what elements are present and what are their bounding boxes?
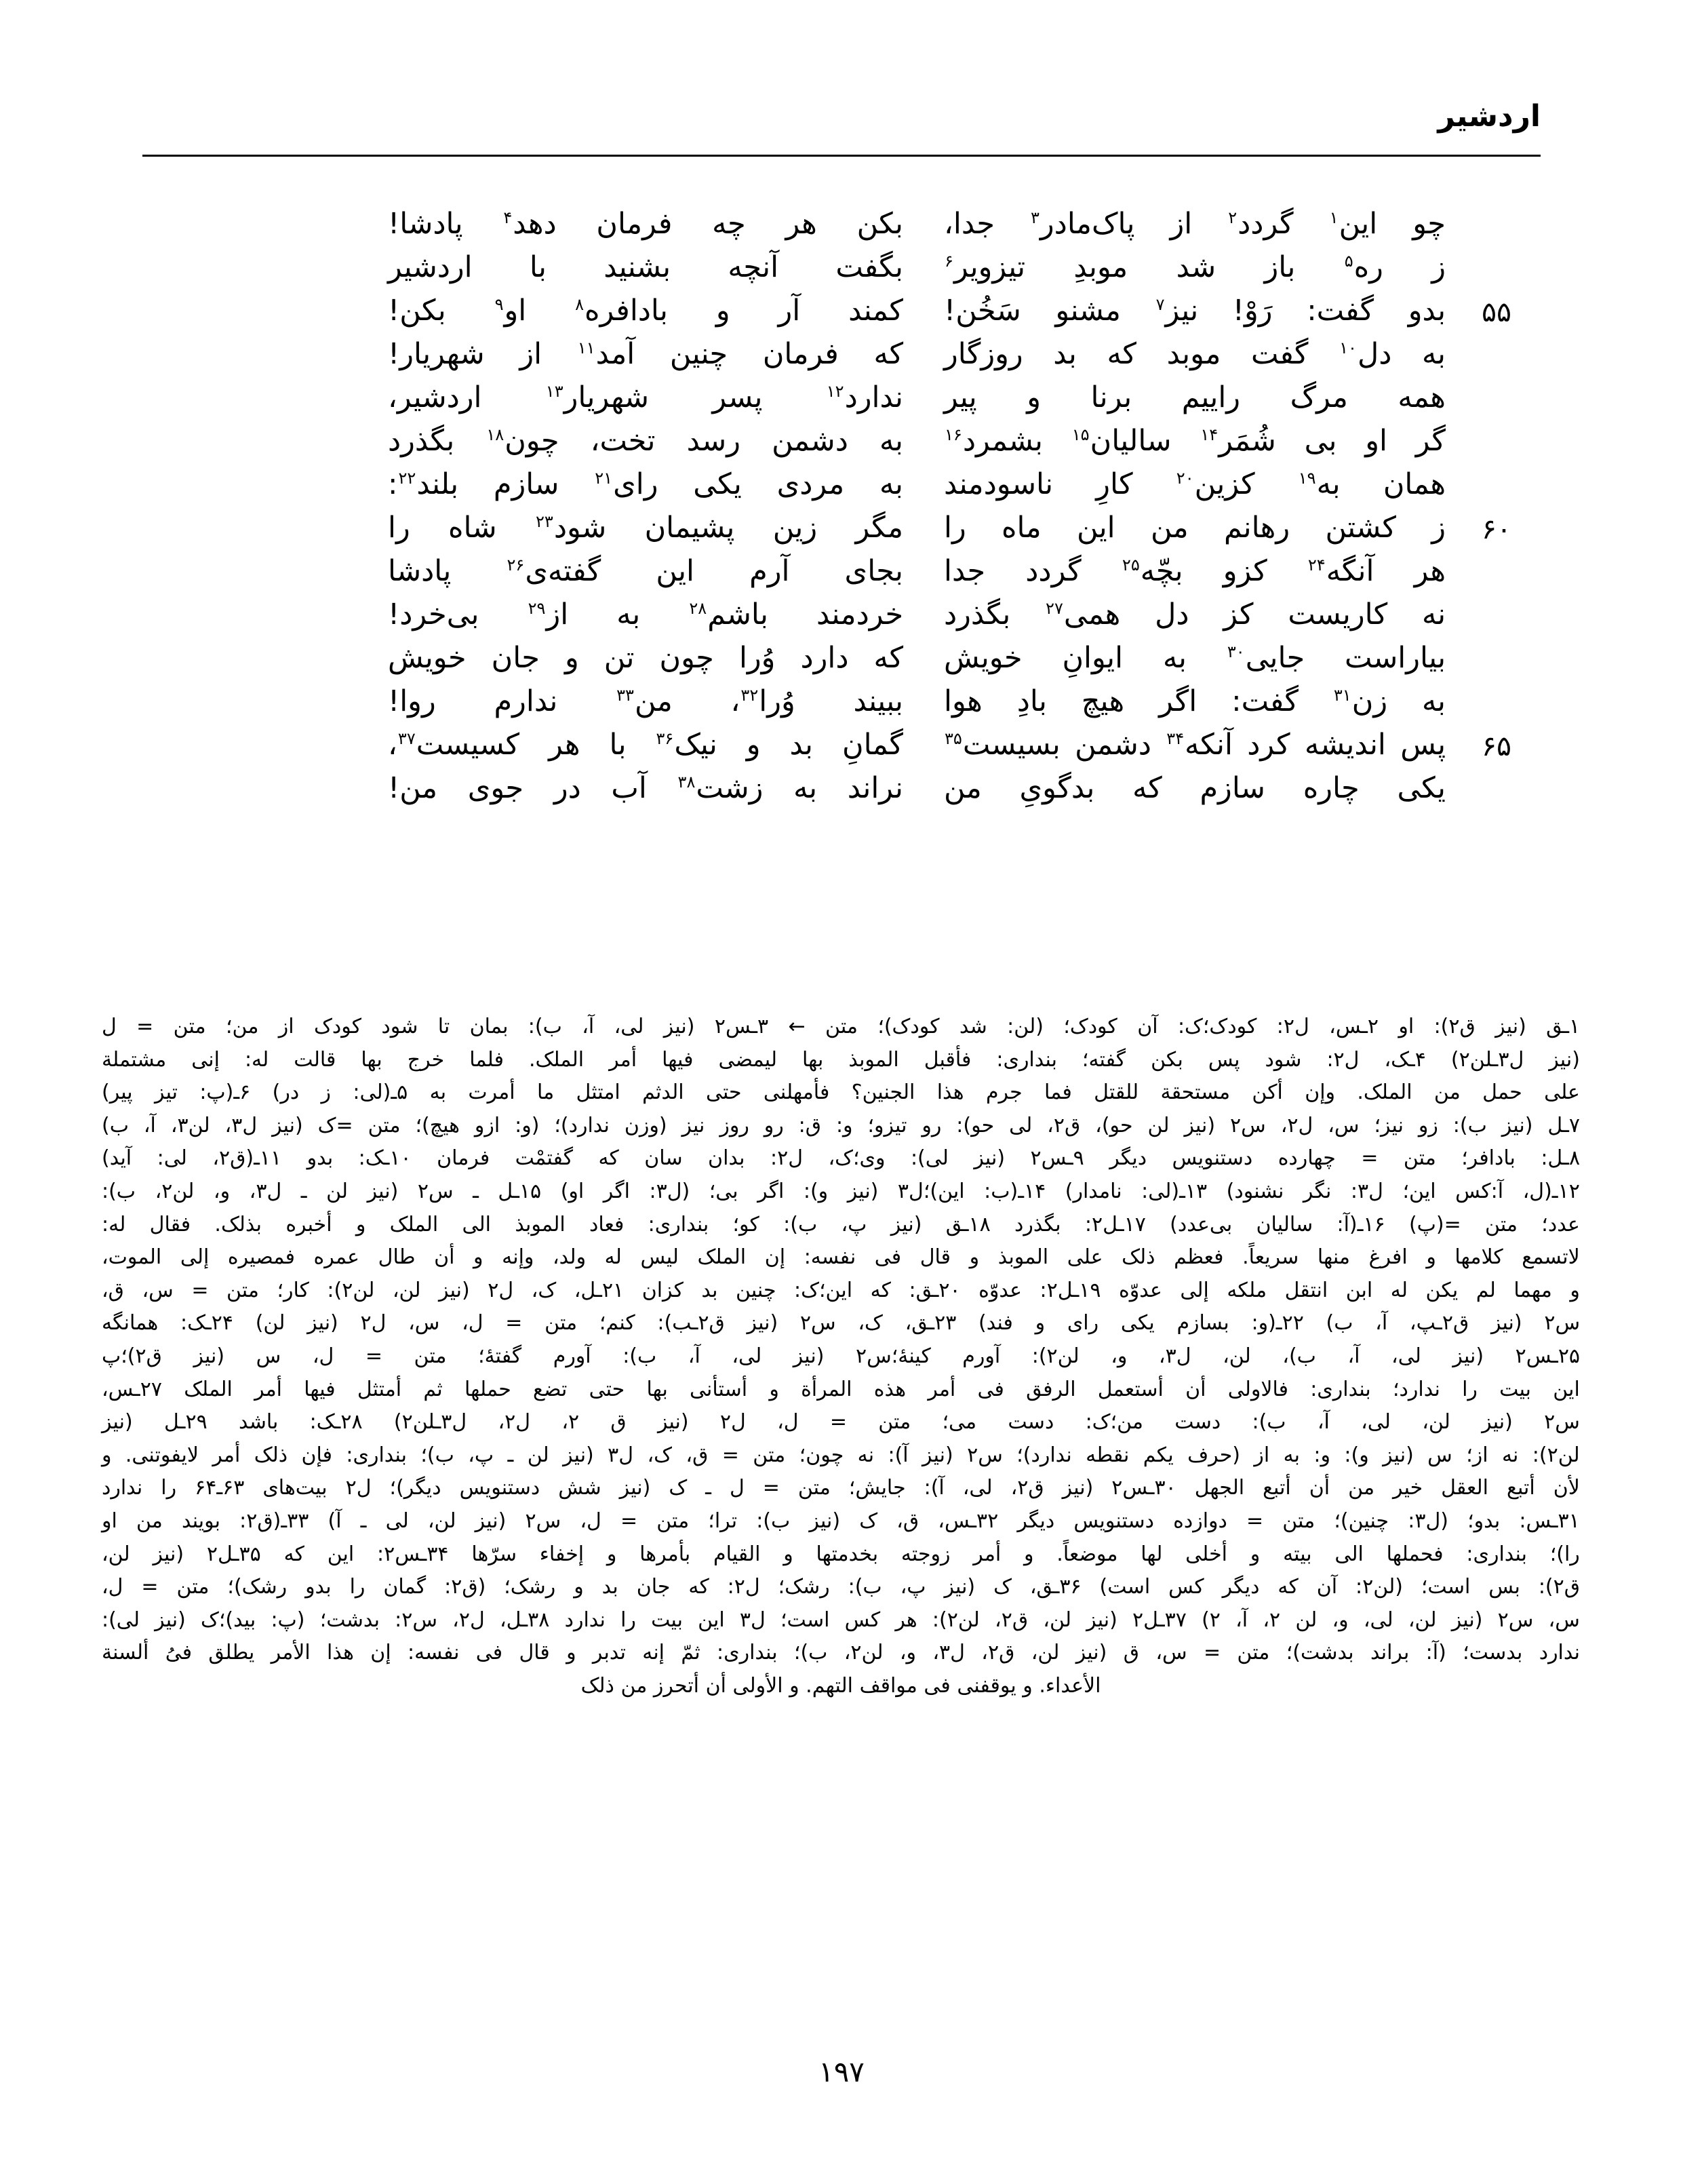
hemistich-left: نراند به زشت$^{۳۸}$ آب در جوی من! bbox=[388, 771, 903, 805]
verse-line bbox=[136, 507, 1547, 551]
hemistich-right: یکی چاره سازم که بدگویِ من bbox=[944, 771, 1446, 805]
hemistich-left: ندارد$^{۱۲}$ پسر شهریار$^{۱۳}$ اردشیر، bbox=[388, 381, 904, 414]
hemistich-right: همان به$^{۱۹}$ کزین$^{۲۰}$ کارِ ناسودمند bbox=[944, 467, 1446, 501]
hemistich-left: که دارد وُرا چون تن و جان خویش bbox=[388, 641, 904, 675]
hemistich-left: ببیند وُرا$^{۳۲}$، من$^{۳۳}$ ندارم روا! bbox=[388, 684, 904, 718]
apparatus-line: الأعداء. و یوقفنی فی مواقف التهم. و الأولی أن أتحرز من ذلک bbox=[580, 1673, 1101, 1698]
verse-line bbox=[136, 421, 1547, 464]
verse-number: ۶۰ bbox=[1481, 513, 1512, 545]
hemistich-left: به دشمن رسد تخت، چون$^{۱۸}$ بگذرد bbox=[388, 424, 904, 458]
hemistich-right: چو این$^۱$ گردد$^۲$ از پاک‌مادر$^۳$ جدا، bbox=[944, 207, 1446, 241]
apparatus-line: ندارد بدست؛ (آ: براند بدشت)؛ متن = س، ق (نیز لن، ق۲، ل۳، و، لن۲، ب)؛ بنداری: ثمّ إنه تدبر و قال فی نفسه: إن هذا الأمر یطلق فیُ ألسنة bbox=[102, 1641, 1580, 1665]
apparatus-line: لأن أتبع العقل خیر من أن أتبع الجهل ۳۰ـس۲ (نیز ق۲، لی، آ): جایش؛ متن = ل ـ ک (نیز شش دستنویس دیگر)؛ ل۲ بیت‌های ۶۳ـ۶۴ را ندارد bbox=[102, 1476, 1580, 1500]
running-header bbox=[142, 99, 1541, 176]
verse-number bbox=[1446, 681, 1547, 686]
hemistich-left: مگر زین پشیمان شود$^{۲۳}$ شاه را bbox=[388, 511, 903, 545]
verse-number bbox=[1446, 551, 1547, 556]
verse-line bbox=[136, 594, 1547, 638]
hemistich-right: بدو گفت: رَوْ! نیز$^۷$ مشنو سَخُن! bbox=[944, 294, 1446, 328]
verse-line bbox=[136, 334, 1547, 377]
verse-number bbox=[1446, 247, 1547, 252]
hemistich-right: نه کاریست کز دل همی$^{۲۷}$ بگذرد bbox=[944, 598, 1446, 631]
verse-number: ۵۵ bbox=[1481, 296, 1512, 328]
folio-number: ۱۹۷ bbox=[818, 2055, 865, 2088]
hemistich-left: بجای آرم این گفته‌ی$^{۲۶}$ پادشا bbox=[388, 554, 904, 588]
page-title: اردشیر bbox=[1438, 99, 1541, 134]
hemistich-right: هر آنگه$^{۲۴}$ کزو بچّه$^{۲۵}$ گردد جدا bbox=[944, 554, 1446, 588]
hemistich-left: بگفت آنچه بشنید با اردشیر bbox=[388, 250, 904, 284]
apparatus-line: را)؛ بنداری: فحملها الی بیته و أخلی لها موضعاً. و أمر زوجته بخدمتها و القیام بأمرها و إخفاء سرّها ۳۴ـس۲: این که ۳۵ـل۲ (نیز لن، bbox=[102, 1542, 1580, 1566]
verse-number bbox=[1446, 203, 1547, 209]
apparatus-line: لاتسمع کلامها و افرغ منها سریعاً. فعظم ذلک علی الموبذ و قال فی نفسه: إن الملک لیس له ولد، وإنه و أن طال عمره فمصیره إلی الموت، bbox=[102, 1245, 1580, 1270]
hemistich-left: کمند آر و بادافره$^۸$ او$^۹$ بکن! bbox=[388, 294, 904, 328]
verse-number: ۶۵ bbox=[1481, 730, 1512, 762]
apparatus-line: ۷ـل (نیز ب): زو نیز؛ س، ل۲، س۲ (نیز لن حو)، ق۲، لی حو): رو تیزو؛ و: ق: رو روز نیز (وزن ندارد)؛ (و: ازو هیچ)؛ متن =ک (نیز ل۳، لن۳، آ، ب) bbox=[102, 1113, 1581, 1137]
hemistich-left: بکن هر چه فرمان دهد$^۴$ پادشا! bbox=[388, 207, 904, 241]
hemistich-right: ز ره$^۵$ باز شد موبدِ تیزویر$^۶$ bbox=[945, 250, 1446, 284]
hemistich-right: ز کشتن رهانم من این ماه را bbox=[944, 511, 1446, 545]
verse-number bbox=[1446, 638, 1547, 643]
hemistich-right: گر او بی شُمَر$^{۱۴}$ سالیان$^{۱۵}$ بشمرد$^{۱۶}$ bbox=[945, 424, 1446, 458]
critical-apparatus bbox=[102, 1011, 1580, 1702]
apparatus-line: علی حمل من الملک. وإن أکن مستحقة للقتل فما جرم هذا الجنین؟ فأمهلنی حتی الدثم امتثل ما أمرت به ۵ـ(لی: ز در) ۶ـ(پ: تیز پیر) bbox=[102, 1080, 1580, 1105]
apparatus-line: عدد؛ متن =(پ) ۱۶ـ(آ: سالیان بی‌عدد) ۱۷ـل۲: بگذرد ۱۸ـق (نیز پ، ب): کو؛ بنداری: فعاد الموبذ الی الملک و أخبره بذلک. فقال له: bbox=[102, 1212, 1580, 1236]
verse-line bbox=[136, 638, 1547, 681]
apparatus-line: این بیت را ندارد؛ بنداری: فالاولی أن أستعمل الرفق فی أمر هذه المرأة و أستأنی بها حتی تضع حملها ثم أمتثل فیها أمر الملک ۲۷ـس، bbox=[102, 1377, 1580, 1401]
verse-line bbox=[136, 290, 1547, 334]
verse-line bbox=[136, 724, 1547, 768]
hemistich-right: پس اندیشه کرد آنکه$^{۳۴}$ دشمن بسیست$^{۳۵}$ bbox=[945, 728, 1446, 762]
verse-number bbox=[1446, 464, 1547, 469]
apparatus-line: ۳۱ـس: بدو؛ (ل۳: چنین)؛ متن = دوازده دستنویس دیگر ۳۲ـس، ق، ک (نیز ب): ترا؛ متن = ل، س۲ (نیز لن، لی ـ آ) ۳۳ـ(ق۲: بویند من او bbox=[102, 1508, 1580, 1533]
apparatus-line: ق۲): بس است؛ (لن۲: آن که دیگر کس است) ۳۶ـق، ک (نیز پ، ب): رشک؛ ل۲: که جان بد و رشک؛ (ق۲: گمان را بدو رشک)؛ متن = ل، bbox=[102, 1575, 1581, 1599]
verse-line bbox=[136, 464, 1547, 507]
verse-line bbox=[136, 377, 1547, 421]
verse-line bbox=[136, 551, 1547, 594]
apparatus-line: ۱ـق (نیز ق۲): او ۲ـس، ل۲: کودک؛ک: آن کودک؛ (لن: شد کودک)؛ متن ← ۳ـس۲ (نیز لی، آ، ب): بمان تا شود کودک از من؛ متن = ل bbox=[102, 1015, 1581, 1038]
hemistich-left: که فرمان چنین آمد$^{۱۱}$ از شهریار! bbox=[388, 337, 904, 371]
verse-line bbox=[136, 768, 1547, 811]
apparatus-line: ۱۲ـ(ل، آ:کس این؛ ل۳: نگر نشنود) ۱۳ـ(لی: نامدار) ۱۴ـ(ب: این)؛ل۳ (نیز و): اگر بی؛ (ل۳: اگر او) ۱۵ـل ـ س۲ (نیز لن ـ ل۳، و، لن۲، ب): bbox=[102, 1179, 1580, 1203]
hemistich-right: به دل$^{۱۰}$ گفت موبد که بد روزگار bbox=[944, 337, 1446, 371]
apparatus-line: ۸ـل: بادافر؛ متن = چهارده دستنویس دیگر ۹ـس۲ (نیز لی): وی؛ک، ل۲: بدان سان که گفتمْت فرمان ۱۰ـک: بدو ۱۱ـ(ق۲، لی: آید) bbox=[102, 1146, 1581, 1171]
hemistich-left: به مردی یکی رای$^{۲۱}$ سازم بلند$^{۲۲}$: bbox=[388, 467, 903, 501]
hemistich-left: گمانِ بد و نیک$^{۳۶}$ با هر کسیست$^{۳۷}$، bbox=[388, 728, 903, 762]
apparatus-line: ۲۵ـس۲ (نیز لی، آ، ب)، لن، ل۳، و، لن۲): آورم کینهٔ؛س۲ (نیز لی، آ، ب): آورم گفتهٔ؛ متن = ل، س (نیز ق۲)؛پ bbox=[102, 1344, 1581, 1368]
header-divider-rule bbox=[142, 155, 1541, 157]
verse-line bbox=[136, 681, 1547, 724]
verse-number bbox=[1446, 594, 1547, 600]
verse-number bbox=[1446, 768, 1547, 773]
verse-line bbox=[136, 203, 1547, 247]
apparatus-line: س۲ (نیز ق۲ـپ، آ، ب) ۲۲ـ(و: بسازم یکی رای و فند) ۲۳ـق، ک، س۲ (نیز ق۲ـب): کنم؛ متن = ل، س، ل۲ (نیز لن) ۲۴ـک: همانگه bbox=[102, 1311, 1581, 1335]
apparatus-line: و مهما لم یکن له ابن انتقل ملکه إلی عدوّه ۱۹ـل۲: عدوّه ۲۰ـق: که این؛ک: چنین بد کزان ۲۱ـل، ک، ل۲ (نیز لن، لن۲): کار؛ متن = س، ق، bbox=[102, 1278, 1580, 1302]
apparatus-line: س، س۲ (نیز لن، لی، و، لن ۲، آ، ۲) ۳۷ـل۲ (نیز لن، ق۲، لن۲): هر کس است؛ ل۳ این بیت را ندارد ۳۸ـل، ل۲، س۲: بدشت؛ (پ: بید)؛ک (نیز لی): bbox=[102, 1607, 1580, 1632]
hemistich-right: بیاراست جایی$^{۳۰}$ به ایوانِ خویش bbox=[944, 641, 1446, 675]
hemistich-right: به زن$^{۳۱}$ گفت: اگر هیچ بادِ هوا bbox=[944, 684, 1446, 718]
apparatus-line: لن۲): نه از؛ س (نیز و): و: به از (حرف یکم نقطه ندارد)؛ س۲ (نیز آ): نه چون؛ متن = ق، ک، ل۳ (نیز لن ـ پ، ب)؛ بنداری: فإن ذلک أمر لایفوتنی. و bbox=[102, 1443, 1580, 1467]
verse-line bbox=[136, 247, 1547, 290]
apparatus-line: س۲ (نیز لن، لی، آ، ب): دست من؛ک: دست می؛ متن = ل، ل۲ (نیز ق ۲، ل۲، ل۳ـلن۲) ۲۸ـک: باشد ۲۹ـل (نیز bbox=[102, 1410, 1580, 1435]
hemistich-right: همه مرگ راییم برنا و پیر bbox=[944, 381, 1446, 414]
apparatus-line: (نیز ل۳ـلن۲) ۴ـک، ل۲: شود پس بکن گفته؛ بنداری: فأقبل الموبذ بها لیمضی فیها أمر الملک. فلما خرج بها قالت له: إنی مشتملة bbox=[102, 1047, 1580, 1072]
verse-number bbox=[1446, 421, 1547, 426]
hemistich-left: خردمند باشم$^{۲۸}$ به از$^{۲۹}$ بی‌خرد! bbox=[388, 598, 904, 631]
verse-number bbox=[1446, 377, 1547, 383]
verse-number bbox=[1446, 334, 1547, 339]
verse-block bbox=[136, 203, 1547, 970]
